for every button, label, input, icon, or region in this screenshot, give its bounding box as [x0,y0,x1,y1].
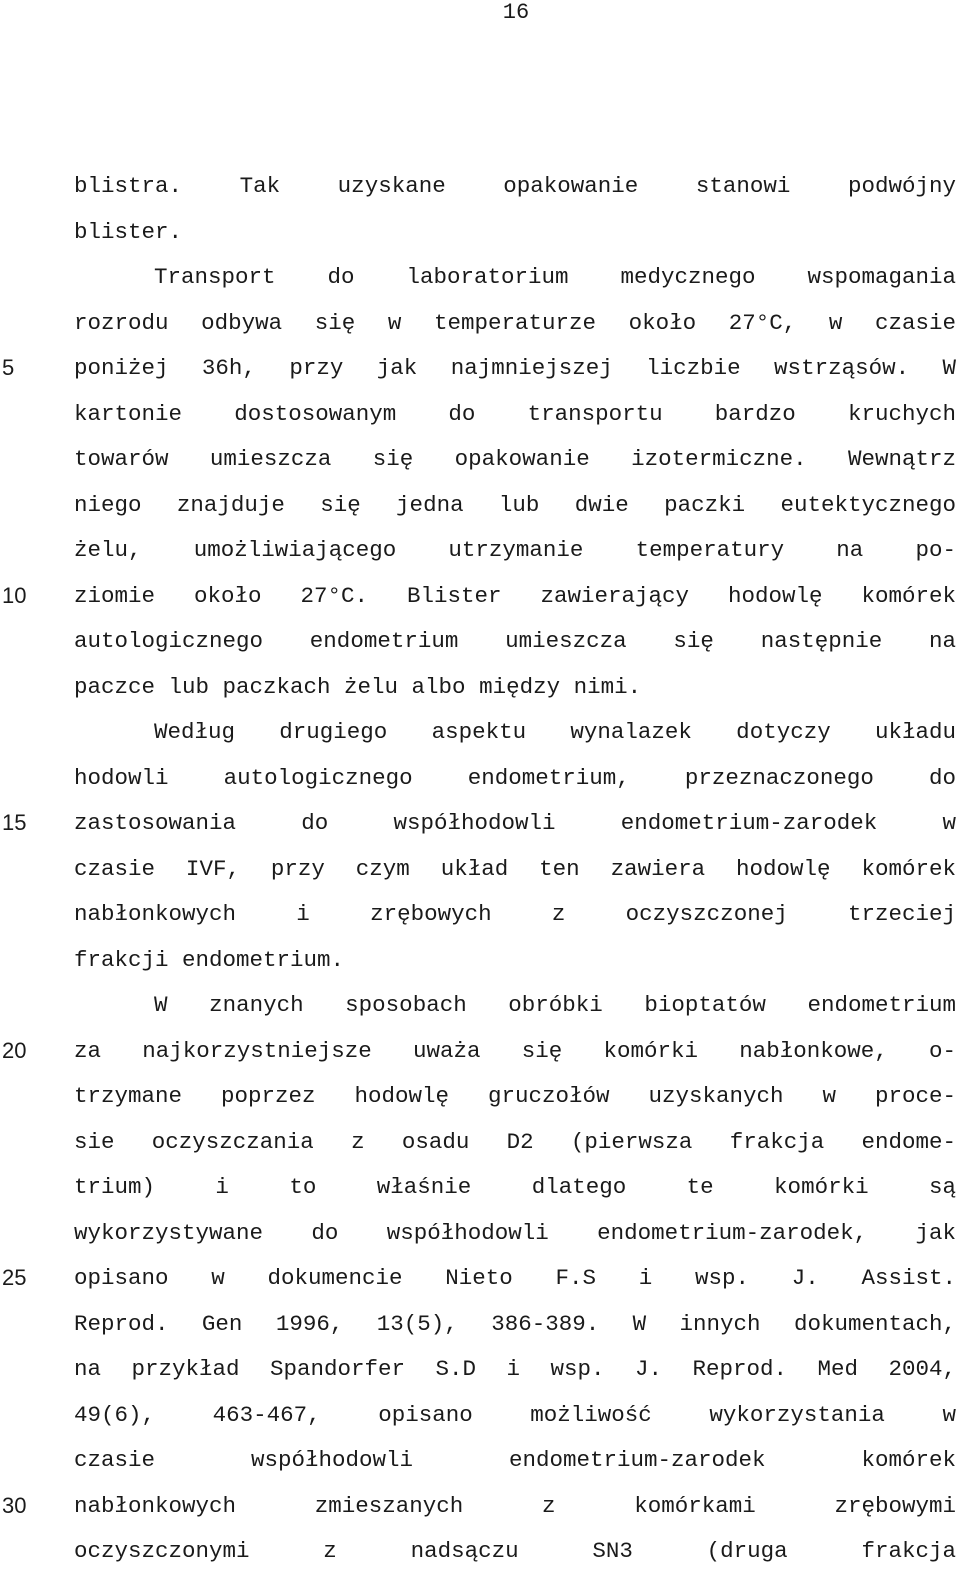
text-line: ziomie około 27°C. Blister zawierający hodowlę komórek [74,582,956,609]
line-number-20: 20 [2,1038,27,1063]
text-line: nabłonkowych zmieszanych z komórkami zrębowymi [74,1492,956,1519]
text-line: kartonie dostosowanym do transportu bardzo kruchych [74,400,956,427]
text-line: W znanych sposobach obróbki bioptatów endometrium [154,992,956,1018]
text-line: frakcji endometrium. [74,946,345,973]
text-line: nabłonkowych i zrębowych z oczyszczonej trzeciej [74,901,956,927]
line-number-15: 15 [2,810,27,835]
text-line: zastosowania do współhodowli endometrium-zarodek w [74,810,956,836]
text-line: paczce lub paczkach żelu albo między nimi. [74,673,642,700]
text-line: autologicznego endometrium umieszcza się następnie na [74,628,956,654]
text-line: opisano w dokumencie Nieto F.S i wsp. J. Assist. [74,1265,956,1291]
text-line: blistra. Tak uzyskane opakowanie stanowi podwójny [74,173,956,199]
text-line: wykorzystywane do współhodowli endometrium-zarodek, jak [74,1219,956,1246]
text-line: Reprod. Gen 1996, 13(5), 386-389. W innych dokumentach, [74,1310,956,1337]
line-number-5: 5 [2,355,15,380]
line-number-10: 10 [2,583,27,608]
line-number-25: 25 [2,1265,27,1290]
text-line: trzymane poprzez hodowlę gruczołów uzyskanych w proce- [74,1083,956,1109]
text-line: czasie IVF, przy czym układ ten zawiera hodowlę komórek [74,855,956,882]
document-body-text [74,164,956,1575]
line-number-30: 30 [2,1493,27,1518]
text-line: za najkorzystniejsze uważa się komórki nabłonkowe, o- [74,1037,956,1064]
text-line: sie oczyszczania z osadu D2 (pierwsza frakcja endome- [74,1128,956,1155]
text-line: blister. [74,218,183,245]
text-line: czasie współhodowli endometrium-zarodek komórek [74,1447,956,1473]
text-line: na przykład Spandorfer S.D i wsp. J. Reprod. Med 2004, [74,1356,956,1382]
text-line: towarów umieszcza się opakowanie izotermiczne. Wewnątrz [74,446,956,472]
text-line: oczyszczonymi z nadsączu SN3 (druga frakcja [74,1538,956,1564]
text-line: niego znajduje się jedna lub dwie paczki eutektycznego [74,491,956,518]
text-line: żelu, umożliwiającego utrzymanie temperatury na po- [74,537,956,563]
text-line: trium) i to właśnie dlatego te komórki są [74,1174,956,1200]
text-line: Transport do laboratorium medycznego wspomagania [154,264,956,290]
text-line: hodowli autologicznego endometrium, przeznaczonego do [74,764,956,791]
text-line: poniżej 36h, przy jak najmniejszej liczbie wstrząsów. W [74,355,956,381]
text-line: rozrodu odbywa się w temperaturze około 27°C, w czasie [74,309,956,336]
page-number: 16 [502,0,530,25]
text-line: 49(6), 463-467, opisano możliwość wykorzystania w [74,1401,956,1428]
text-line: Według drugiego aspektu wynalazek dotyczy układu [154,719,956,745]
